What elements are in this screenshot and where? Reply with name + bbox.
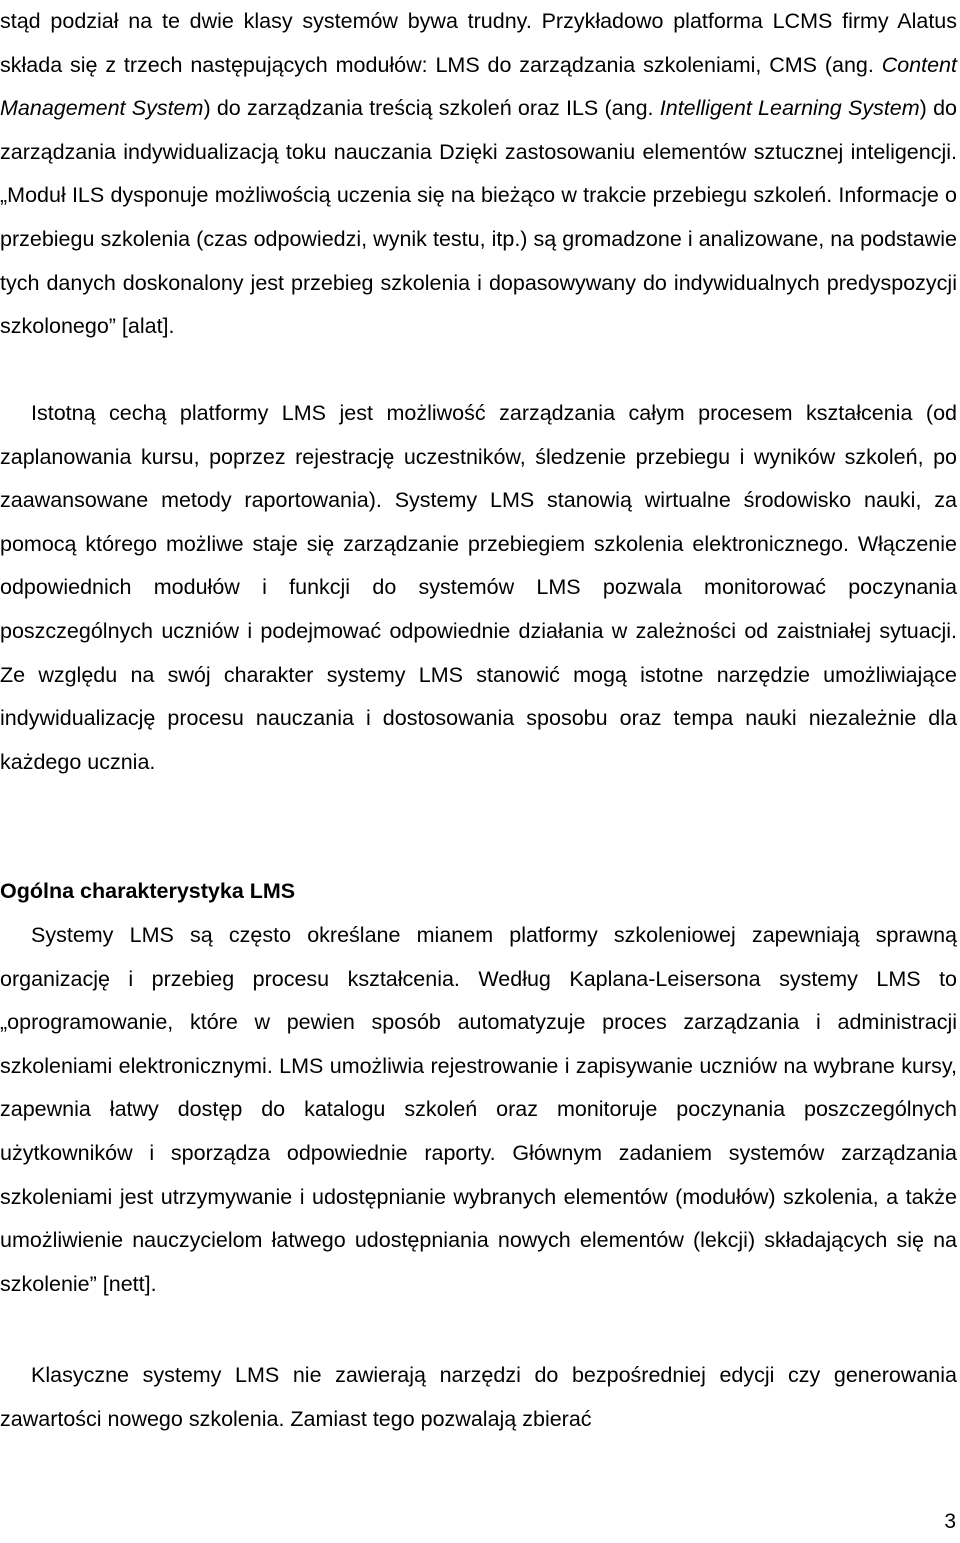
paragraph-1-part-1: stąd podział na te dwie klasy systemów bywa trudny. Przykładowo platforma LCMS firmy Alatus składa się z trzech następujących modułów: LMS do zarządzania szkoleniami, CMS (ang. <box>0 9 957 77</box>
paragraph-1-part-3: ) do zarządzania indywidualizacją toku nauczania Dzięki zastosowaniu elementów sztucznej inteligencji. „Moduł ILS dysponuje możliwością uczenia się na bieżąco w trakcie przebiegu szkoleń. Informacje o przebiegu szkolenia (czas odpowiedzi, wynik testu, itp.) są gromadzone i analizowane, na podstawie tych danych doskonalony jest przebieg szkolenia i dopasowywany do indywidualnych predyspozycji szkolonego” [alat]. <box>0 96 957 339</box>
paragraph-lcms-alatus <box>0 0 957 349</box>
page-number: 3 <box>944 1510 956 1533</box>
section-heading: Ogólna charakterystyka LMS <box>0 879 296 903</box>
paragraph-lms-features: Istotną cechą platformy LMS jest możliwość zarządzania całym procesem kształcenia (od zaplanowania kursu, poprzez rejestrację uczestników, śledzenie przebiegu i wyników szkoleń, po zaawansowane metody raportowania). Systemy LMS stanowią wirtualne środowisko nauki, za pomocą którego możliwe staje się zarządzanie przebiegiem szkolenia elektronicznego. Włączenie odpowiednich modułów i funkcji do systemów LMS pozwala monitorować poczynania poszczególnych uczniów i podejmować odpowiednie działania w zależności od zaistniałej sytuacji. Ze względu na swój charakter systemy LMS stanowić mogą istotne narzędzie umożliwiające indywidualizację procesu nauczania i dostosowania sposobu oraz tempa nauki niezależnie dla każdego ucznia. <box>0 401 957 774</box>
paragraph-classic-lms: Klasyczne systemy LMS nie zawierają narzędzi do bezpośredniej edycji czy generowania zawartości nowego szkolenia. Zamiast tego pozwalają zbierać <box>0 1363 957 1431</box>
term-intelligent-learning-system: Intelligent Learning System <box>659 96 920 121</box>
paragraph-1-part-2: ) do zarządzania treścią szkoleń oraz ILS (ang. <box>203 96 660 121</box>
paragraph-lms-characteristics: Systemy LMS są często określane mianem platformy szkoleniowej zapewniają sprawną organizację i przebieg procesu kształcenia. Według Kaplana-Leisersona systemy LMS to „oprogramowanie, które w pewien sposób automatyzuje proces zarządzania i administracji szkoleniami elektronicznymi. LMS umożliwia rejestrowanie i zapisywanie uczniów na wybrane kursy, zapewnia łatwy dostęp do katalogu szkoleń oraz monitoruje poczynania poszczególnych użytkowników i sporządza odpowiednie raporty. Głównym zadaniem systemów zarządzania szkoleniami jest utrzymywanie i udostępnianie wybranych elementów (modułów) szkolenia, a także umożliwienie nauczycielom łatwego udostępniania nowych elementów (lekcji) składających się na szkolenie” [nett]. <box>0 923 957 1296</box>
term-content-management-system: Content Management System <box>0 52 957 121</box>
